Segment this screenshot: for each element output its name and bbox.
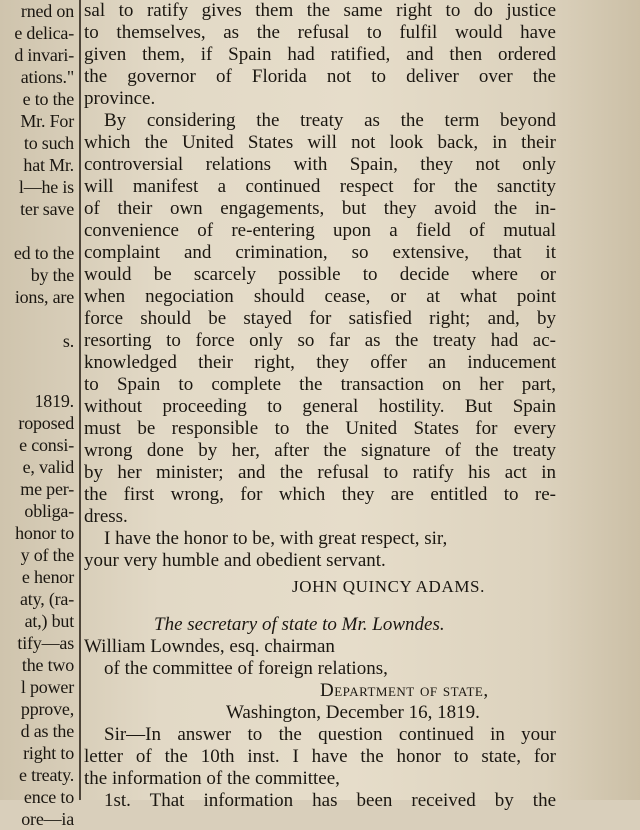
text-line: must be responsible to the United States for every — [84, 418, 556, 439]
text-line: the first wrong, for which they are entitled to re- — [84, 484, 556, 505]
left-column-line: aty, (ra- — [20, 589, 74, 609]
left-column-line: by the — [30, 265, 74, 285]
left-column-line: d invari- — [14, 45, 74, 65]
closing-line: I have the honor to be, with great respect, sir, — [104, 528, 448, 549]
left-column-line: e consi- — [19, 435, 74, 455]
text-line: to themselves, as the refusal to fulfil would have — [84, 22, 556, 43]
text-line: without proceeding to general hostility. But Spain — [84, 396, 556, 417]
text-line: Sir—In answer to the question continued in your — [104, 724, 556, 745]
text-line: letter of the 10th inst. I have the honor to state, for — [84, 746, 556, 767]
left-column-line: tify—as — [17, 633, 74, 653]
text-line: complaint and crimination, so extensive, that it — [84, 242, 556, 263]
text-line: to Spain to complete the transaction on her part, — [84, 374, 556, 395]
left-column-line: ter save — [20, 199, 74, 219]
closing-line: your very humble and obedient servant. — [84, 550, 386, 571]
text-line: resorting to force only so far as the treaty had ac- — [84, 330, 556, 351]
text-line: 1st. That information has been received by the — [104, 790, 556, 811]
left-column-line: roposed — [18, 413, 74, 433]
text-line: which the United States will not look back, in their — [84, 132, 556, 153]
text-line: the governor of Florida not to deliver over the — [84, 66, 556, 87]
text-line: would be scarcely possible to decide where or — [84, 264, 556, 285]
left-column-line: hat Mr. — [23, 155, 74, 175]
text-line: will manifest a continued respect for the sanctity — [84, 176, 556, 197]
text-line: dress. — [84, 506, 128, 527]
addressee-line2: of the committee of foreign relations, — [104, 658, 388, 679]
left-column-line: d as the — [20, 721, 74, 741]
text-line: wrong done by her, after the signature of the treaty — [84, 440, 556, 461]
text-line: By considering the treaty as the term beyond — [104, 110, 556, 131]
text-line: by her minister; and the refusal to ratify his act in — [84, 462, 556, 483]
signature: JOHN QUINCY ADAMS. — [292, 577, 485, 596]
left-column-line: l—he is — [18, 177, 74, 197]
left-column-line: rned on — [20, 1, 74, 21]
left-column-line: l power — [20, 677, 74, 697]
text-line: convenience of re-entering upon a field of mutual — [84, 220, 556, 241]
left-column-line: at,) but — [24, 611, 74, 631]
text-line: given them, if Spain had ratified, and then ordered — [84, 44, 556, 65]
left-column-line: ed to the — [13, 243, 74, 263]
main-column — [84, 0, 556, 811]
text-line: province. — [84, 88, 156, 109]
addressee: William Lowndes, esq. chairman — [84, 636, 335, 657]
left-column-line: honor to — [15, 523, 74, 543]
left-column-line: y of the — [20, 545, 74, 565]
text-line: of their own engagements, but they avoid the in- — [84, 198, 556, 219]
left-column-line: e to the — [22, 89, 74, 109]
text-line: force should be stayed for satisfied right; and, by — [84, 308, 556, 329]
left-column-line: the two — [21, 655, 74, 675]
left-column-fragment — [0, 0, 74, 829]
text-line: controversial relations with Spain, they not only — [84, 154, 556, 175]
column-rule — [79, 0, 81, 800]
left-column-line: ence to — [23, 787, 74, 807]
text-line: knowledged their right, they offer an inducement — [84, 352, 556, 373]
left-column-line: ore—ia — [21, 809, 74, 829]
left-column-line: e delica- — [14, 23, 74, 43]
text-line: sal to ratify gives them the same right to do justice — [84, 0, 556, 21]
left-column-line: to such — [23, 133, 74, 153]
left-column-line: s. — [62, 331, 74, 351]
left-column-line: obliga- — [24, 501, 74, 521]
place-date: Washington, December 16, 1819. — [226, 702, 480, 723]
left-column-line: e, valid — [22, 457, 74, 477]
left-column-line: pprove, — [20, 699, 74, 719]
left-column-line: Mr. For — [20, 111, 74, 131]
text-line: when negociation should cease, or at what point — [84, 286, 556, 307]
left-column-line: me per- — [20, 479, 74, 499]
left-column-line: ions, are — [14, 287, 74, 307]
left-column-line: right to — [23, 743, 74, 763]
department: Department of state, — [320, 680, 489, 701]
letter-heading: The secretary of state to Mr. Lowndes. — [154, 614, 445, 635]
text-line: the information of the committee, — [84, 768, 340, 789]
left-column-line: ations." — [20, 67, 74, 87]
left-column-line: 1819. — [34, 391, 74, 411]
left-column-line: e treaty. — [19, 765, 74, 785]
left-column-line: e henor — [21, 567, 74, 587]
